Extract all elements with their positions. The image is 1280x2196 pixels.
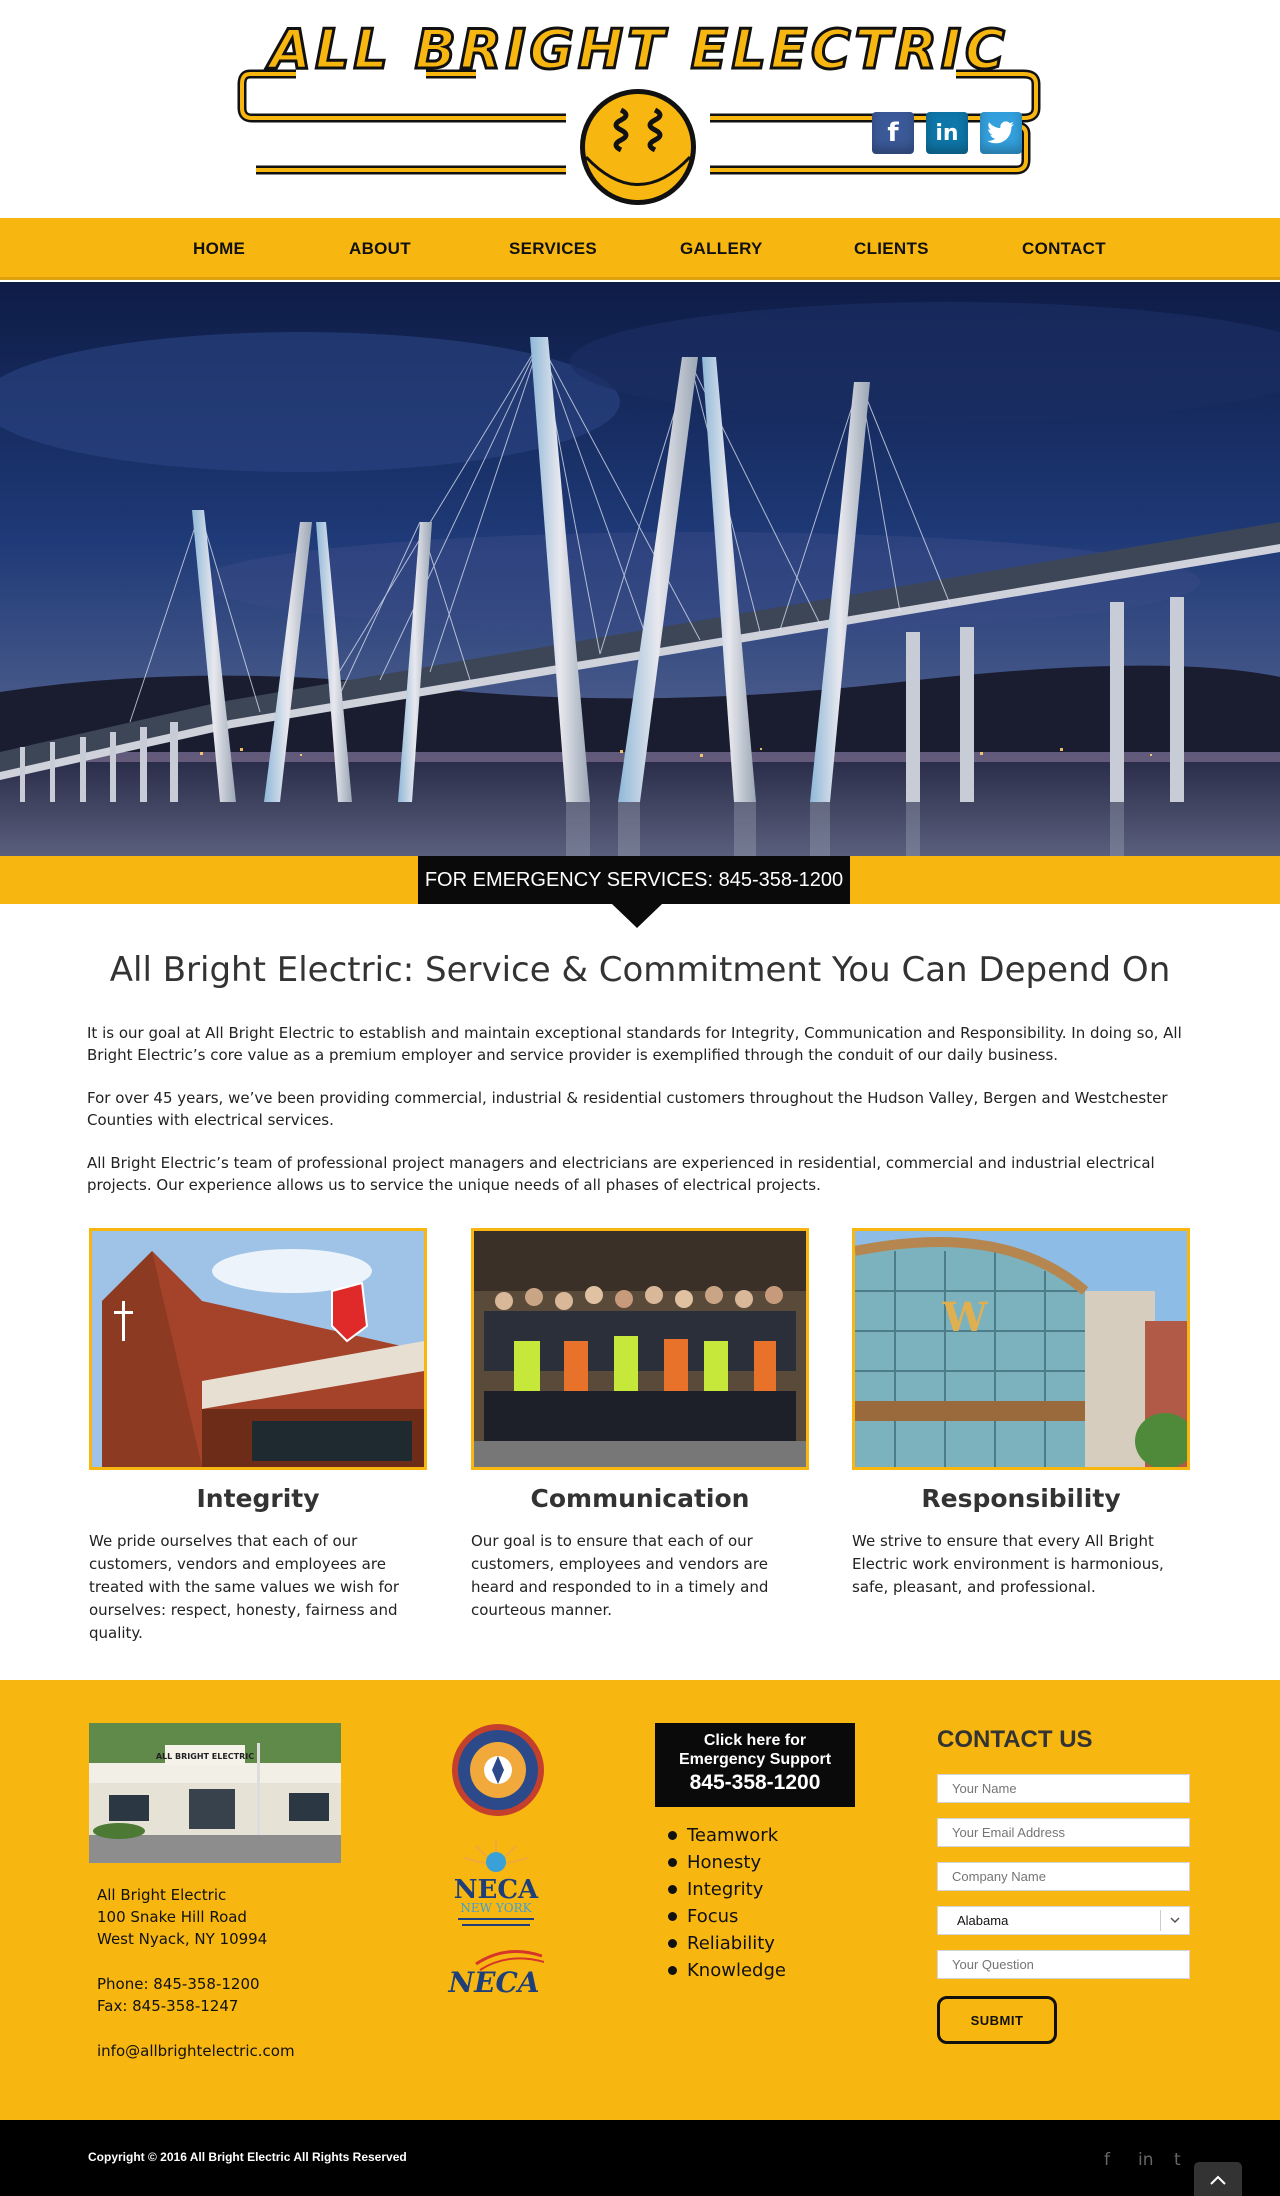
logo-wordmark: ALL BRIGHT ELECTRIC bbox=[269, 22, 1009, 81]
nav-services[interactable]: SERVICES bbox=[509, 239, 598, 258]
bullet-icon bbox=[668, 1966, 677, 1975]
neca-new-york-logo bbox=[446, 1836, 546, 1932]
company-input[interactable] bbox=[937, 1862, 1190, 1891]
core-values-list bbox=[668, 1822, 786, 1984]
office-building-photo bbox=[89, 1723, 341, 1863]
responsibility-image[interactable] bbox=[852, 1228, 1190, 1470]
communication-text: Our goal is to ensure that each of our customers, employees and vendors are heard and responded to in a timely and courteous manner. bbox=[471, 1532, 769, 1619]
list-item bbox=[668, 1903, 786, 1930]
bullet-icon bbox=[668, 1858, 677, 1867]
address-street: 100 Snake Hill Road bbox=[97, 1908, 247, 1926]
list-item-label: Integrity bbox=[687, 1879, 764, 1900]
header-social-links bbox=[872, 112, 1022, 154]
nav-contact[interactable]: CONTACT bbox=[1022, 239, 1106, 258]
fax-number: Fax: 845-358-1247 bbox=[97, 1997, 239, 2015]
intro-paragraph-3: All Bright Electric’s team of professional project managers and electricians are experienced in residential, commercial and industrial electrical projects. Our experience allows us to service the unique needs of all phases of electrical projects. bbox=[87, 1154, 1155, 1194]
email-input[interactable] bbox=[937, 1818, 1190, 1847]
communication-title: Communication bbox=[530, 1484, 750, 1513]
intro-paragraph-2: For over 45 years, we’ve been providing commercial, industrial & residential customers throughout the Hudson Valley, Bergen and Westchester Counties with electrical services. bbox=[87, 1089, 1168, 1129]
state-select[interactable] bbox=[937, 1906, 1190, 1935]
list-item bbox=[668, 1957, 786, 1984]
scroll-to-top-button[interactable] bbox=[1194, 2162, 1242, 2196]
list-item-label: Teamwork bbox=[687, 1825, 779, 1846]
list-item bbox=[668, 1849, 786, 1876]
state-select-value: Alabama bbox=[957, 1913, 1009, 1928]
facebook-icon[interactable]: f bbox=[1104, 2150, 1110, 2170]
nav-gallery[interactable]: GALLERY bbox=[680, 239, 763, 258]
nav-about[interactable]: ABOUT bbox=[349, 239, 411, 258]
copyright-text: Copyright © 2016 All Bright Electric All Rights Reserved bbox=[88, 2150, 407, 2164]
list-item-label: Reliability bbox=[687, 1933, 775, 1954]
svg-text:ALL BRIGHT ELECTRIC: ALL BRIGHT ELECTRIC bbox=[155, 1752, 255, 1761]
intro-heading: All Bright Electric: Service & Commitment You Can Depend On bbox=[109, 950, 1171, 990]
twitter-icon[interactable] bbox=[980, 112, 1022, 154]
phone-number: Phone: 845-358-1200 bbox=[97, 1975, 260, 1993]
email-link[interactable]: info@allbrightelectric.com bbox=[97, 2042, 295, 2060]
bullet-icon bbox=[668, 1831, 677, 1840]
nav-clients[interactable]: CLIENTS bbox=[854, 239, 929, 258]
contact-us-heading: CONTACT US bbox=[937, 1726, 1093, 1753]
cta-phone: 845-358-1200 bbox=[689, 1771, 821, 1794]
bullet-icon bbox=[668, 1885, 677, 1894]
list-item bbox=[668, 1930, 786, 1957]
chevron-up-icon bbox=[1194, 2162, 1242, 2196]
address-name: All Bright Electric bbox=[97, 1886, 227, 1904]
integrity-image[interactable] bbox=[89, 1228, 427, 1470]
bullet-icon bbox=[668, 1939, 677, 1948]
list-item-label: Knowledge bbox=[687, 1960, 786, 1981]
chevron-down-icon bbox=[1169, 1914, 1181, 1926]
list-item-label: Honesty bbox=[687, 1852, 762, 1873]
intro-paragraph-1: It is our goal at All Bright Electric to establish and maintain exceptional standards for Integrity, Communication and Responsibility. In doing so, All Bright Electric’s core value as a premium employer and service provider is exemplified through the conduit of our daily business. bbox=[87, 1024, 1182, 1064]
emergency-support-button[interactable] bbox=[655, 1723, 855, 1807]
cta-line-2: Emergency Support bbox=[678, 1751, 832, 1768]
site-header bbox=[0, 0, 1280, 218]
svg-text:NEW YORK: NEW YORK bbox=[460, 1901, 532, 1915]
hero-bridge-image bbox=[0, 282, 1280, 856]
question-input[interactable] bbox=[937, 1950, 1190, 1979]
integrity-text: We pride ourselves that each of our customers, vendors and employees are treated with the same values we wish for ourselves: respect, honesty, fairness and quality. bbox=[89, 1532, 400, 1642]
svg-text:NECA: NECA bbox=[453, 1875, 539, 1905]
select-divider bbox=[1160, 1910, 1161, 1931]
ibew-seal-icon bbox=[450, 1722, 546, 1818]
list-item bbox=[668, 1876, 786, 1903]
linkedin-icon[interactable]: in bbox=[926, 112, 968, 154]
neca-logo bbox=[446, 1946, 550, 1998]
nav-home[interactable]: HOME bbox=[193, 239, 246, 258]
submit-button[interactable]: SUBMIT bbox=[937, 1996, 1057, 2044]
emergency-services-banner[interactable]: FOR EMERGENCY SERVICES: 845-358-1200 bbox=[418, 856, 850, 904]
responsibility-text: We strive to ensure that every All Bright Electric work environment is harmonious, safe, pleasant, and professional. bbox=[852, 1532, 1164, 1596]
communication-image[interactable] bbox=[471, 1228, 809, 1470]
responsibility-title: Responsibility bbox=[921, 1484, 1121, 1513]
name-input[interactable] bbox=[937, 1774, 1190, 1803]
list-item-label: Focus bbox=[687, 1906, 739, 1927]
list-item bbox=[668, 1822, 786, 1849]
cta-line-1: Click here for bbox=[703, 1732, 807, 1749]
twitter-icon[interactable]: t bbox=[1174, 2150, 1181, 2170]
bullet-icon bbox=[668, 1912, 677, 1921]
svg-text:NECA: NECA bbox=[448, 1966, 540, 1998]
facebook-icon[interactable]: f bbox=[872, 112, 914, 154]
address-city: West Nyack, NY 10994 bbox=[97, 1930, 268, 1948]
linkedin-icon[interactable]: in bbox=[1138, 2150, 1154, 2170]
emergency-pointer bbox=[612, 904, 662, 928]
main-nav bbox=[0, 218, 1280, 280]
integrity-title: Integrity bbox=[196, 1484, 320, 1513]
svg-text:W: W bbox=[942, 1294, 988, 1341]
